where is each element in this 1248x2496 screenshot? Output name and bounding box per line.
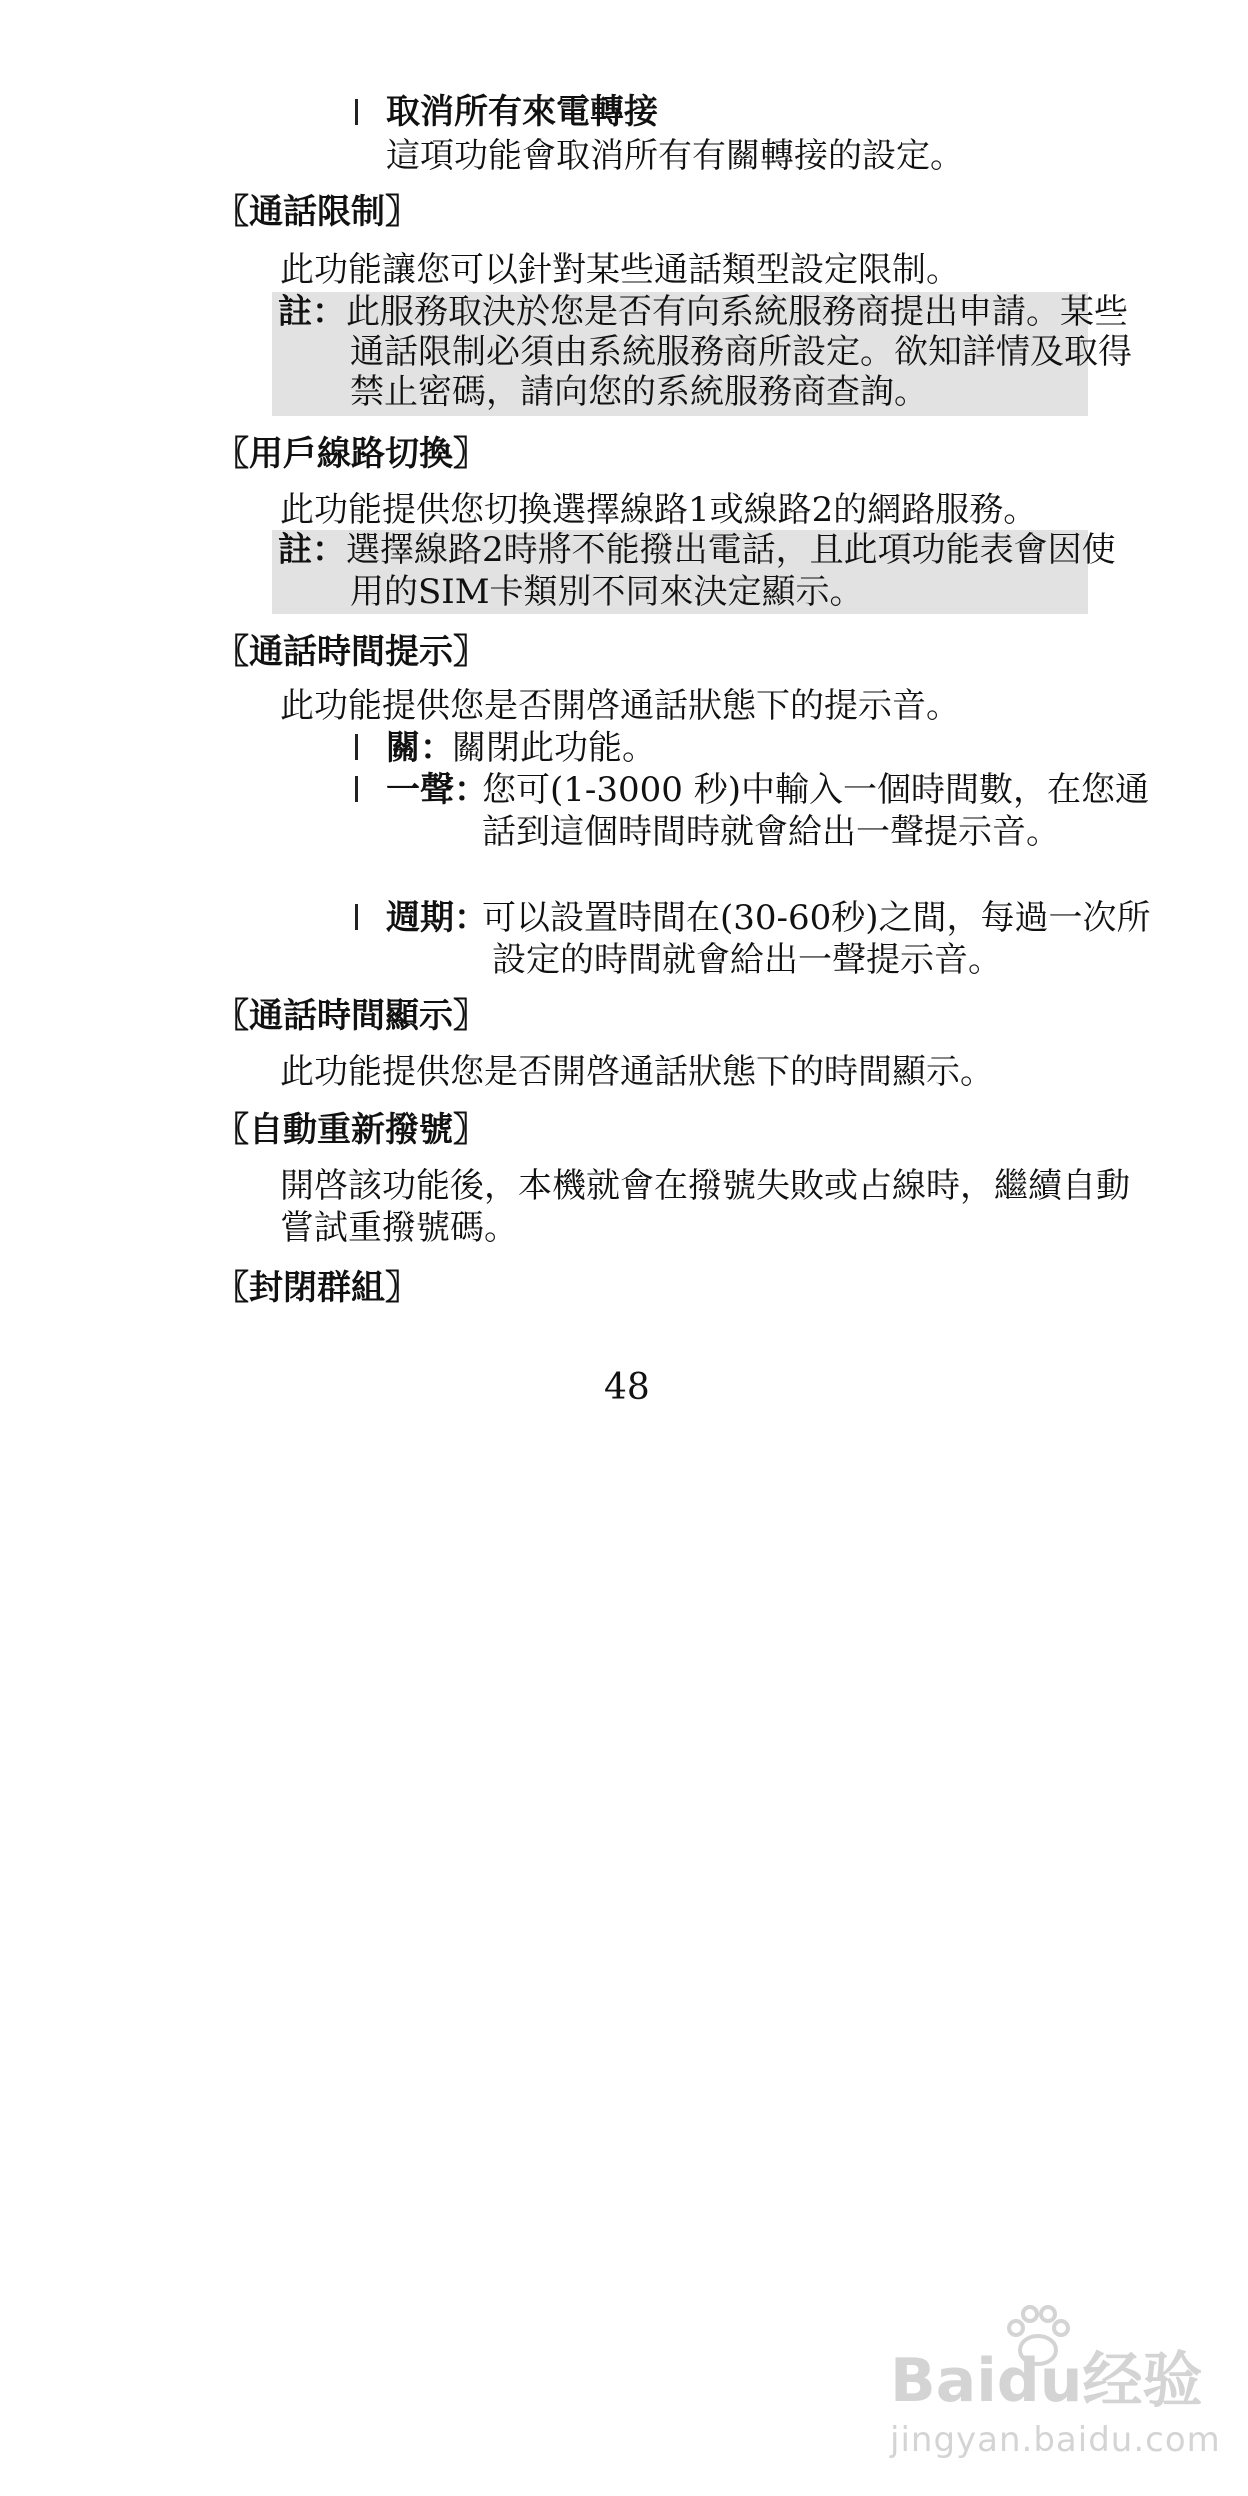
reminder-single-line2: 話到這個時間時就會給出一聲提示音。 [482, 812, 1060, 852]
line-switch-note-label: 註： [278, 530, 346, 570]
call-barring-desc: 此功能讓您可以針對某些通話類型設定限制。 [280, 250, 960, 290]
bullet-cancel-all [355, 99, 358, 125]
call-time-display-heading: 〖通話時間顯示〗 [215, 996, 487, 1036]
watermark-logo: Baidu经验 [890, 2346, 1203, 2416]
call-barring-note-line1: 此服務取決於您是否有向系統服務商提出申請。某些 [346, 292, 1128, 332]
closed-group-heading: 〖封閉群組〗 [215, 1268, 419, 1308]
reminder-periodic-line1: 可以設置時間在(30-60秒)之間，每過一次所 [482, 898, 1151, 938]
line-switch-note-line1: 選擇線路2時將不能撥出電話，且此項功能表會因使 [346, 530, 1116, 570]
bullet-single [355, 776, 358, 802]
auto-redial-line1: 開啓該功能後，本機就會在撥號失敗或占線時，繼續自動 [280, 1166, 1130, 1206]
reminder-off-label: 關： [386, 728, 454, 768]
bullet-periodic [355, 904, 358, 930]
watermark-url: jingyan.baidu.com [890, 2420, 1221, 2460]
auto-redial-heading: 〖自動重新撥號〗 [215, 1110, 487, 1150]
call-barring-note-line2: 通話限制必須由系統服務商所設定。欲知詳情及取得 [350, 332, 1132, 372]
line-switch-note-line2: 用的SIM卡類別不同來決定顯示。 [350, 572, 864, 612]
call-barring-note-label: 註： [278, 292, 346, 332]
call-barring-note-line3: 禁止密碼，請向您的系統服務商查詢。 [350, 372, 928, 412]
call-time-display-desc: 此功能提供您是否開啓通話狀態下的時間顯示。 [280, 1052, 994, 1092]
reminder-periodic-line2: 設定的時間就會給出一聲提示音。 [492, 940, 1002, 980]
call-barring-heading: 〖通話限制〗 [215, 192, 419, 232]
page-number: 48 [604, 1367, 650, 1408]
reminder-periodic-label: 週期： [386, 898, 488, 938]
auto-redial-line2: 嘗試重撥號碼。 [280, 1208, 518, 1248]
reminder-single-label: 一聲： [386, 770, 488, 810]
bullet-off [355, 734, 358, 760]
cancel-all-title: 取消所有來電轉接 [386, 92, 658, 132]
line-switch-desc: 此功能提供您切換選擇線路1或線路2的網路服務。 [280, 490, 1038, 530]
line-switch-heading: 〖用戶線路切換〗 [215, 434, 487, 474]
call-time-reminder-heading: 〖通話時間提示〗 [215, 632, 487, 672]
call-time-reminder-desc: 此功能提供您是否開啓通話狀態下的提示音。 [280, 686, 960, 726]
reminder-single-line1: 您可(1-3000 秒)中輸入一個時間數，在您通 [482, 770, 1149, 810]
reminder-off-text: 關閉此功能。 [452, 728, 656, 768]
cancel-all-desc: 這項功能會取消所有有關轉接的設定。 [386, 136, 964, 176]
